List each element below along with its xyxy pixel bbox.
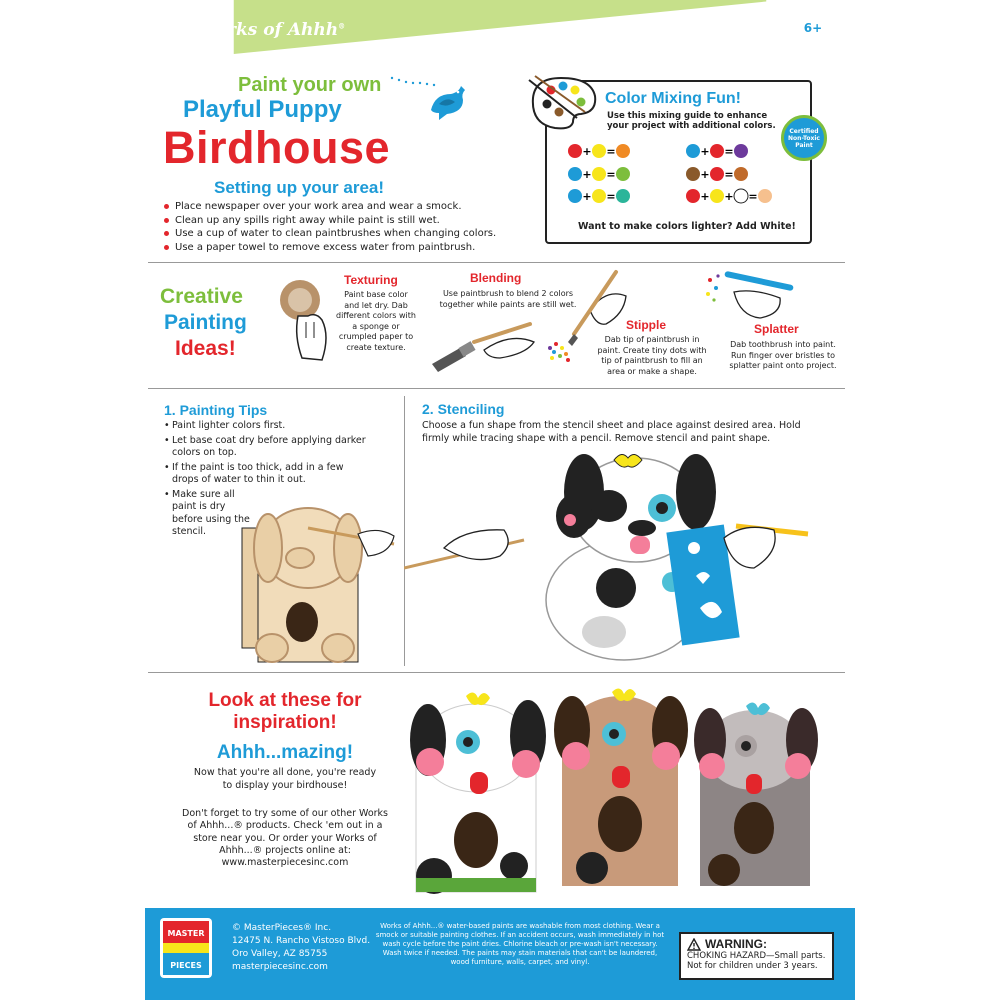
birdhouse-illustration [238,498,398,668]
title-line-3: Birdhouse [163,122,391,173]
math-operator: + [700,145,710,158]
stipple-text: Dab tip of paintbrush in paint. Create tiny dots with tip of paintbrush to fill an area or make a shape. [597,335,707,376]
address-line: masterpiecesinc.com [232,962,328,972]
math-operator: = [606,190,616,203]
divider [148,388,845,389]
color-swatch [686,189,700,203]
list-item: • If the paint is too thick, add in a few drops of water to thin it out. [164,462,369,487]
amazing-heading: Ahhh...mazing! [216,742,354,763]
color-swatch [734,189,748,203]
color-swatch [592,144,606,158]
math-operator: + [700,168,710,181]
math-operator: = [606,168,616,181]
painting-tips-heading: 1. Painting Tips [164,402,268,418]
color-swatch [568,144,582,158]
color-swatch [710,144,724,158]
title-line-1: Paint your own [238,74,382,96]
color-mixing-title: Color Mixing Fun! [605,90,741,107]
finished-birdhouse-2 [552,684,692,894]
math-operator: + [724,190,734,203]
finished-birdhouse-1 [404,690,554,900]
math-operator: = [606,145,616,158]
setup-list [163,200,503,254]
math-operator: = [748,190,758,203]
list-item: Clean up any spills right away while paint is still wet. [163,214,503,228]
warning-heading [687,937,826,951]
list-item: • Paint lighter colors first. [164,420,374,433]
list-item: Use a paper towel to remove excess water from paintbrush. [163,241,503,255]
splatter-text: Dab toothbrush into paint. Run finger over bristles to splatter paint onto project. [729,340,837,370]
washing-instructions: Works of Ahhh...® water-based paints are washable from most clothing. Wear a smock or suitable painting clothes. If an accident occurs, wash immediately in hot wash cycle before the paint dries. Chlorine bleach or pre-wash isn't necessary. Wash twice if needed. The paints may stain materials that can't be laundered, wood furniture, walls, carpet, and vinyl. [375,922,665,966]
list-item: Use a cup of water to clean paintbrushes when changing colors. [163,227,503,241]
warning-line-1: CHOKING HAZARD—Small parts. [687,951,826,961]
address-line: Oro Valley, AZ 85755 [232,949,328,959]
texturing-title: Texturing [344,273,398,287]
bird-icon [425,82,467,122]
puppy-stencil-illustration [404,448,820,668]
list-item: • Make sure all paint is dry before using the stencil. [164,489,254,539]
title-line-2: Playful Puppy [183,96,342,123]
warning-triangle-icon [687,938,701,951]
address-line: © MasterPieces® Inc. [232,923,332,933]
toothbrush-hand-illustration [704,270,802,330]
brand-logo: Works of Ahhh® [198,20,346,40]
warning-line-2: Not for children under 3 years. [687,961,818,971]
color-swatch [686,167,700,181]
logo-text-bottom: PIECES [170,961,202,970]
color-swatch [734,144,748,158]
done-text: Now that you're all done, you're ready to display your birdhouse! [193,767,377,791]
color-swatch [616,144,630,158]
math-operator: + [582,168,592,181]
logo-text-top: MASTER [167,929,205,938]
color-swatch [568,167,582,181]
stipple-title: Stipple [626,318,667,332]
blending-title: Blending [470,271,522,285]
other-products-text: Don't forget to try some of our other Works of Ahhh...® products. Check 'em out in a store near you. Or order your Works of Ahhh...® projects online at: www.masterpiecesinc.com [182,808,388,869]
warning-title: WARNING: [705,937,767,951]
creative-line-2: Painting [164,311,247,334]
color-swatch [686,144,700,158]
math-operator: + [582,190,592,203]
sponge-hand-illustration [276,276,334,366]
list-item: Place newspaper over your work area and wear a smock. [163,200,503,214]
color-swatch [568,189,582,203]
finished-birdhouse-3 [690,700,820,892]
color-swatch [758,189,772,203]
creative-line-1: Creative [160,285,243,308]
choking-warning [679,932,834,980]
color-swatch [710,189,724,203]
math-operator: = [724,145,734,158]
color-mixing-subtitle: Use this mixing guide to enhance your project with additional colors. [607,111,776,131]
color-equations [560,140,805,215]
age-badge: 6+ [800,15,826,41]
list-item: • Let base coat dry before applying darker colors on top. [164,435,374,460]
masterpieces-logo [160,918,212,978]
splatter-title: Splatter [754,322,799,336]
company-address [232,922,370,974]
divider [148,672,845,673]
blending-text: Use paintbrush to blend 2 colors together while paints are still wet. [439,289,577,309]
color-swatch [710,167,724,181]
divider [148,262,845,263]
color-swatch [592,167,606,181]
blending-brush-illustration [430,320,540,375]
setup-heading: Setting up your area! [214,178,385,197]
paint-palette-icon [525,72,605,132]
color-swatch [616,189,630,203]
math-operator: + [700,190,710,203]
address-line: 12475 N. Rancho Vistoso Blvd. [232,936,371,946]
color-swatch [592,189,606,203]
inspiration-heading: Look at these for inspiration! [208,690,362,733]
math-operator: + [582,145,592,158]
math-operator: = [724,168,734,181]
texturing-text: Paint base color and let dry. Dab different colors with a sponge or crumpled paper to create texture. [336,290,416,352]
creative-line-3: Ideas! [175,337,236,360]
stenciling-heading: 2. Stenciling [422,401,505,417]
color-swatch [616,167,630,181]
color-swatch [734,167,748,181]
non-toxic-badge: Certified Non-Toxic Paint [781,115,827,161]
color-mixing-footer: Want to make colors lighter? Add White! [578,221,796,232]
stenciling-text: Choose a fun shape from the stencil sheet and place against desired area. Hold firmly while tracing shape with a pencil. Remove stencil and paint shape. [422,420,801,444]
